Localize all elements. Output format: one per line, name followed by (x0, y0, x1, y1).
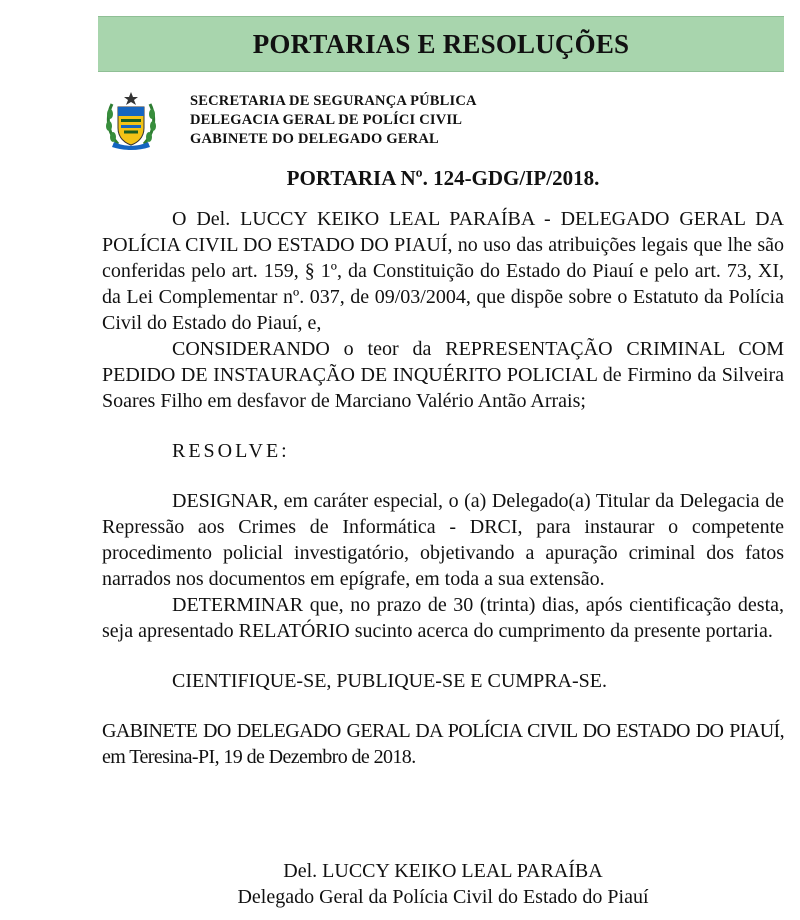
piaui-coat-of-arms-icon (104, 90, 158, 150)
portaria-body (102, 206, 784, 770)
header-line-delegacia: DELEGACIA GERAL DE POLÍCI CIVIL (190, 112, 463, 128)
portaria-number: PORTARIA Nº. 124-GDG/IP/2018. (286, 166, 600, 190)
considerando-paragraph: CONSIDERANDO o teor da REPRESENTAÇÃO CRIMINAL COM PEDIDO DE INSTAURAÇÃO DE INQUÉRITO POLICIAL de Firmino da Silveira Soares Filho em desfavor de Marciano Valério Antão Arrais; (102, 338, 784, 412)
resolve-heading: RESOLVE: (172, 440, 290, 462)
preamble-paragraph: O Del. LUCCY KEIKO LEAL PARAÍBA - DELEGADO GERAL DA POLÍCIA CIVIL DO ESTADO DO PIAUÍ, no uso das atribuições legais que lhe são conferidas pelo art. 159, § 1º, da Constituição do Estado do Piauí e pelo art. 73, XI, da Lei Complementar nº. 037, de 09/03/2004, que dispõe sobre o Estatuto da Polícia Civil do Estado do Piauí, e, (102, 208, 784, 334)
signatory-title: Delegado Geral da Polícia Civil do Estado do Piauí (237, 886, 649, 908)
header-line-secretaria: SECRETARIA DE SEGURANÇA PÚBLICA (190, 93, 477, 109)
section-banner (98, 16, 784, 72)
signature-block (102, 858, 784, 910)
designar-paragraph: DESIGNAR, em caráter especial, o (a) Delegado(a) Titular da Delegacia de Repressão aos Crimes de Informática - DRCI, para instaurar o competente procedimento policial investigatório, objetivando a apuração criminal dos fatos narrados nos documentos em epígrafe, em toda a sua extensão. (102, 490, 784, 590)
header-line-gabinete: GABINETE DO DELEGADO GERAL (190, 131, 439, 147)
institution-header (190, 92, 610, 149)
cientifique-line: CIENTIFIQUE-SE, PUBLIQUE-SE E CUMPRA-SE. (172, 670, 607, 692)
determinar-paragraph: DETERMINAR que, no prazo de 30 (trinta) dias, após cientificação desta, seja apresentado RELATÓRIO sucinto acerca do cumprimento da presente portaria. (102, 594, 784, 642)
gabinete-date-paragraph: GABINETE DO DELEGADO GERAL DA POLÍCIA CIVIL DO ESTADO DO PIAUÍ, em Teresina-PI, 19 de Dezembro de 2018. (102, 720, 784, 768)
signatory-name: Del. LUCCY KEIKO LEAL PARAÍBA (283, 860, 603, 882)
section-title: PORTARIAS E RESOLUÇÕES (252, 28, 630, 59)
